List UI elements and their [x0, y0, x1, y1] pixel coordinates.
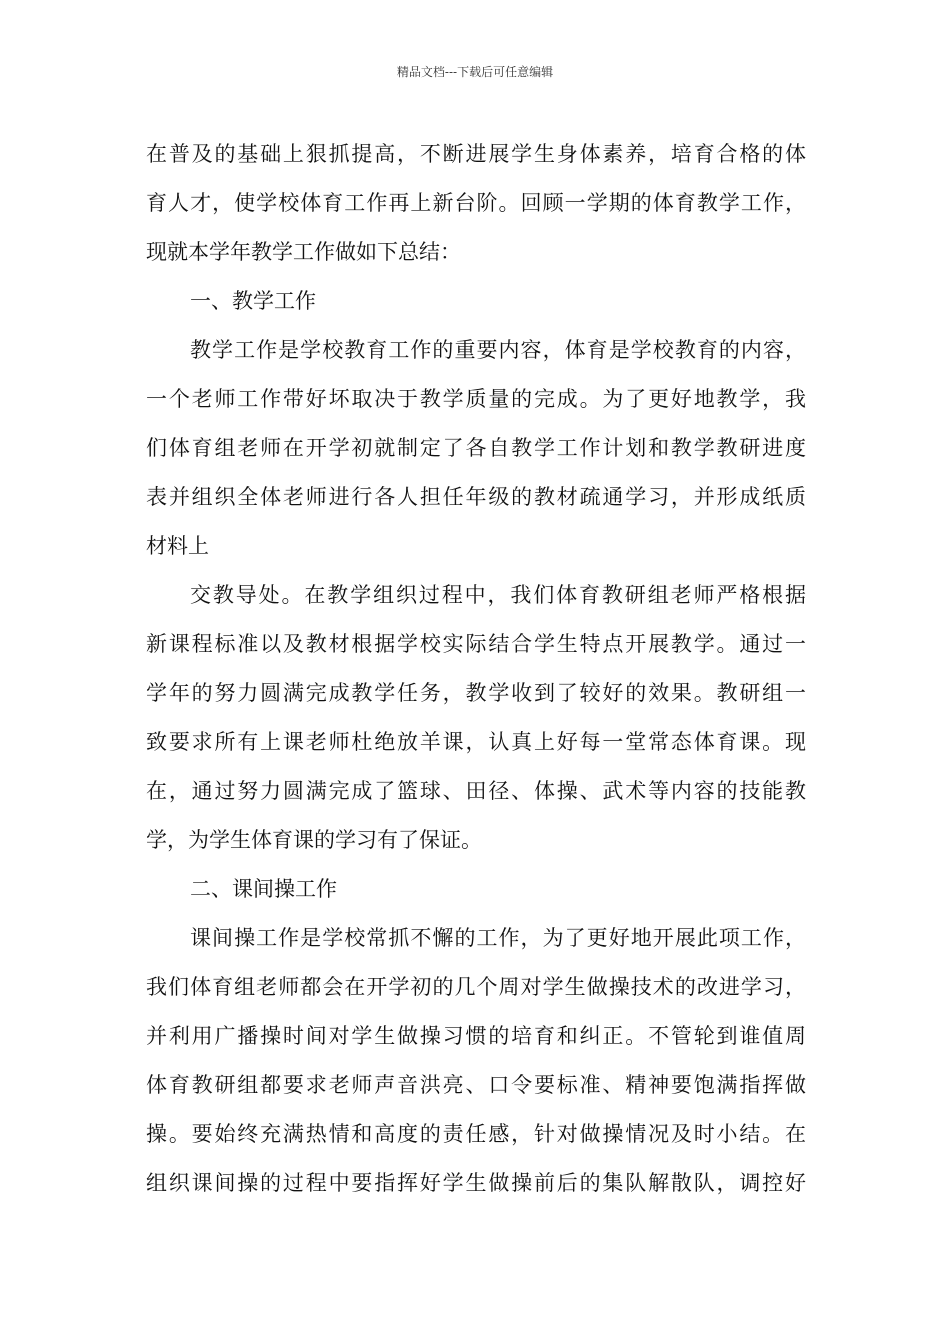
text-line: 交教导处。在教学组织过程中，我们体育教研组老师严格根据: [190, 583, 806, 607]
text-line: 组织课间操的过程中要指挥好学生做操前后的集队解散队，调控好: [146, 1171, 806, 1195]
text-line: 操。要始终充满热情和高度的责任感，针对做操情况及时小结。在: [146, 1122, 806, 1146]
section-heading: 一、教学工作: [190, 289, 316, 313]
text-line: 一个老师工作带好坏取决于教学质量的完成。为了更好地教学，我: [146, 387, 806, 411]
text-line: 学年的努力圆满完成教学任务，教学收到了较好的效果。教研组一: [146, 681, 806, 705]
document-body: [146, 130, 806, 1208]
text-line: 现就本学年教学工作做如下总结：: [146, 240, 461, 264]
text-line: 体育教研组都要求老师声音洪亮、口令要标准、精神要饱满指挥做: [146, 1073, 806, 1097]
text-line: 们体育组老师在开学初就制定了各自教学工作计划和教学教研进度: [146, 436, 806, 460]
text-line: 致要求所有上课老师杜绝放羊课，认真上好每一堂常态体育课。现: [146, 730, 806, 754]
text-line: 我们体育组老师都会在开学初的几个周对学生做操技术的改进学习，: [146, 975, 806, 999]
text-line: 育人才，使学校体育工作再上新台阶。回顾一学期的体育教学工作，: [146, 191, 806, 215]
text-line: 材料上: [146, 534, 209, 558]
page-header: 精品文档---下载后可任意编辑: [396, 65, 554, 79]
text-line: 新课程标准以及教材根据学校实际结合学生特点开展教学。通过一: [146, 632, 806, 656]
section-heading: 二、课间操工作: [190, 877, 337, 901]
text-line: 在，通过努力圆满完成了篮球、田径、体操、武术等内容的技能教: [146, 779, 806, 803]
text-line: 课间操工作是学校常抓不懈的工作，为了更好地开展此项工作，: [190, 926, 806, 950]
text-line: 教学工作是学校教育工作的重要内容，体育是学校教育的内容，: [190, 338, 806, 362]
text-line: 学，为学生体育课的学习有了保证。: [146, 828, 482, 852]
text-line: 在普及的基础上狠抓提高，不断进展学生身体素养，培育合格的体: [146, 142, 806, 166]
text-line: 表并组织全体老师进行各人担任年级的教材疏通学习，并形成纸质: [146, 485, 806, 509]
text-line: 并利用广播操时间对学生做操习惯的培育和纠正。不管轮到谁值周: [146, 1024, 806, 1048]
